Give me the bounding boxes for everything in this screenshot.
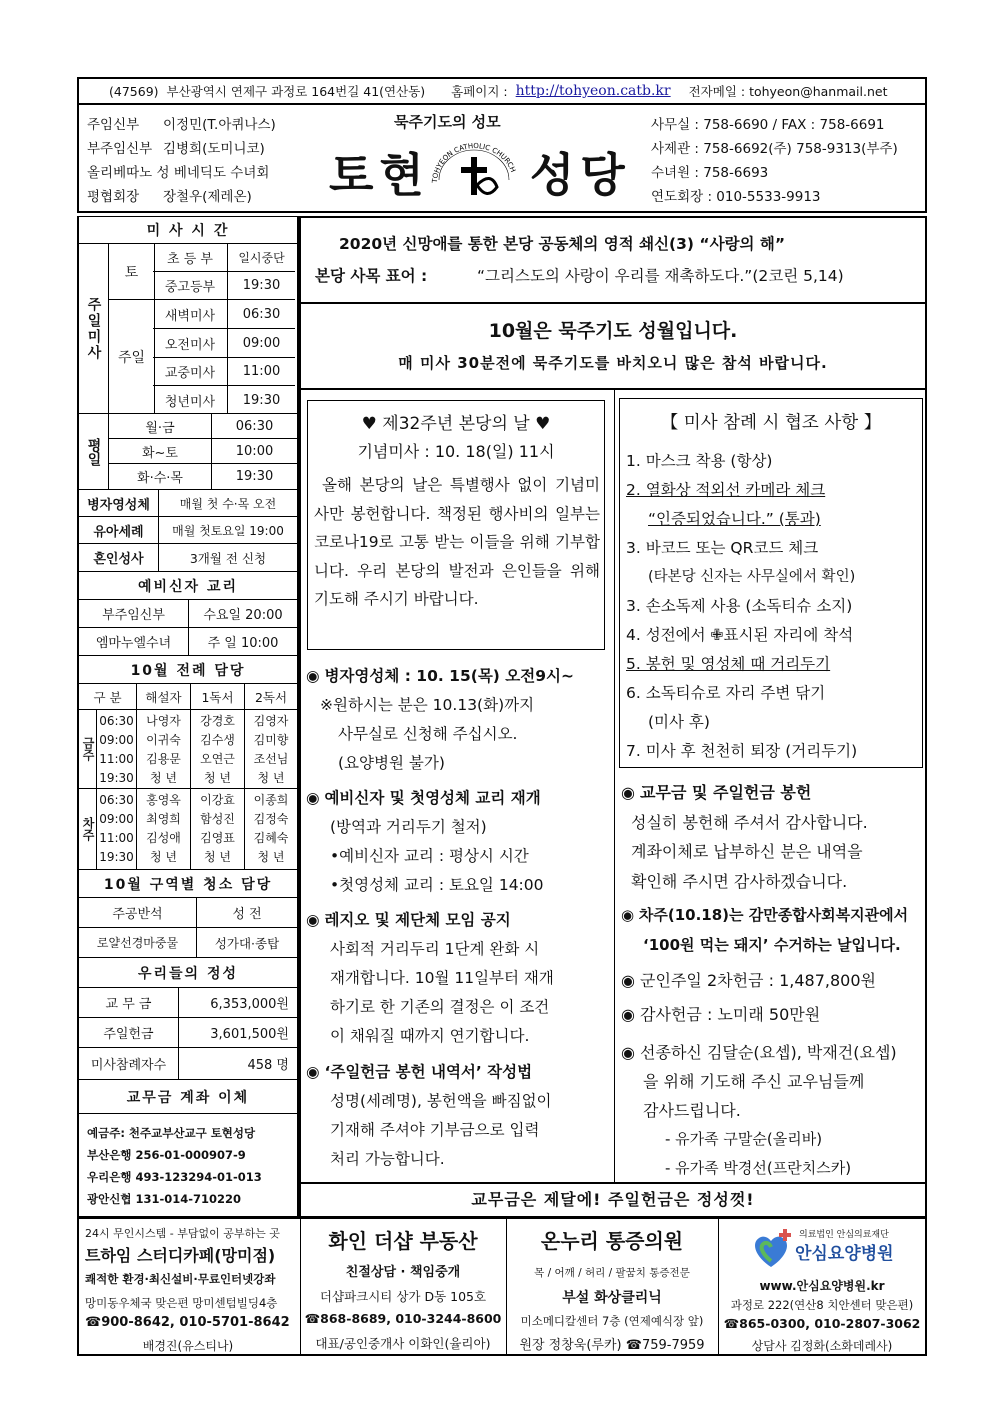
account-title: 교무금 계좌 이체 <box>77 1080 299 1114</box>
mass-row: 초 등 부 일시중단 <box>153 244 295 272</box>
notice-offering-statement: ◉ ‘주일헌금 봉헌 내역서’ 작성법 성명(세례명), 봉헌액을 빠짐없이 기재해 주셔야 기부금으로 입력 처리 가능합니다. <box>306 1063 552 1168</box>
account-info <box>77 1114 299 1218</box>
mass-row: 청년미사 19:30 <box>153 386 295 414</box>
misc-row: 병자영성체 매월 첫 수·목 오전 <box>77 490 299 517</box>
rosary-banner <box>299 304 927 390</box>
ad-pain-clinic: 온누리 통증의원 목 / 어깨 / 허리 / 팔꿈치 통증전문 부설 화상클리닉 미소메디칼센터 7층 (연제예식장 앞) 원장 정창욱(루카) ☎759-7959 <box>507 1219 719 1354</box>
contact-council: 연도회장 : 010-5533-9913 <box>651 189 821 205</box>
account-holder: 예금주: 천주교부산교구 토현성당 <box>87 1126 256 1140</box>
bullet-icon: ◉ <box>306 667 325 685</box>
staff-pastor: 주임신부 이정민(T.아퀴나스) <box>87 117 276 133</box>
notice-legio: ◉ 레지오 및 제단체 모임 공지 사회적 거리두리 1단계 완화 시 재개합니다. 10월 11일부터 재개 하기로 한 기존의 결정은 이 조건 이 채워질 때까지 연기합니다. <box>306 911 554 1045</box>
bullet-icon: ◉ <box>621 1043 641 1062</box>
notice-military-sunday: ◉ 군인주일 2차헌금 : 1,487,800원 <box>621 971 876 990</box>
notice-sick-communion: ◉ 병자영성체 : 10. 15(목) 오전9시~ ※원하시는 분은 10.13(화)까지 사무실로 신청해 주십시오. (요양병원 불가) <box>306 667 574 772</box>
catechumen-row: 엠마누엘수녀 주 일 10:00 <box>77 628 299 656</box>
homepage-link[interactable]: http://tohyeon.catb.kr <box>515 83 671 99</box>
offering-row: 교 무 금 6,353,000원 <box>77 988 299 1018</box>
saturday-label: 토 <box>109 244 155 300</box>
catechumen-row: 부주임신부 수요일 20:00 <box>77 600 299 628</box>
mass-rules-box <box>619 398 923 768</box>
liturgy-group-this-week: 금주 06:30 09:00 11:00 19:30 나영자 이귀숙 김용문 청 년 강경호 김수생 오연근 청 년 김영자 김미향 조선님 청 년 <box>79 710 297 789</box>
misc-row: 유아세례 매월 첫토요일 19:00 <box>77 517 299 544</box>
weekday-row: 월·금 06:30 <box>109 414 297 439</box>
notice-catechism: ◉ 예비신자 및 첫영성체 교리 재개 (방역과 거리두기 철저) •예비신자 교리 : 평상시 시간 •첫영성체 교리 : 토요일 14:00 <box>306 789 544 894</box>
mass-row: 새벽미사 06:30 <box>153 300 295 329</box>
notice-piggy-bank: ◉ 차주(10.18)는 감만종합사회복지관에서 ‘100원 먹는 돼지’ 수거하는 날입니다. <box>621 906 909 954</box>
bullet-icon: ◉ <box>621 1005 641 1024</box>
liturgy-title: 10월 전례 담당 <box>77 656 299 684</box>
mass-rules-title: 【 미사 참례 시 협조 사항 】 <box>660 413 882 433</box>
emblem-text: TOHYEON CATHOLIC CHURCH <box>430 142 517 184</box>
staff-assistant: 부주임신부 김병희(도미니코) <box>87 141 265 157</box>
weekday-row: 화~토 10:00 <box>109 439 297 464</box>
zip: (47569) <box>109 83 159 99</box>
bullet-icon: ◉ <box>306 1063 325 1081</box>
bullet-icon: ◉ <box>621 783 641 802</box>
address: 부산광역시 연제구 과정로 164번길 41(연산동) <box>166 84 426 99</box>
footer-slogan: 교무금은 제달에! 주일헌금은 정성껏! <box>299 1182 927 1218</box>
weekday-mass-table <box>77 414 299 490</box>
offering-row: 주일헌금 3,601,500원 <box>77 1018 299 1048</box>
liturgy-group-next-week: 차주 06:30 09:00 11:00 19:30 홍영옥 최영희 김성애 청 년 이강효 함성진 김영표 청 년 이종희 김정숙 김혜숙 청 년 <box>79 789 297 869</box>
church-name: 토현 성당 <box>329 148 631 202</box>
liturgy-header: 구 분 해설자 1독서 2독서 <box>77 684 299 710</box>
contact-office: 사무실 : 758-6690 / FAX : 758-6691 <box>651 117 885 133</box>
church-subtitle: 묵주기도의 성모 <box>394 113 501 131</box>
rosary-sub: 매 미사 30분전에 묵주기도를 바치오니 많은 참석 바랍니다. <box>398 354 828 372</box>
account-gwangan: 광안신협 131-014-710220 <box>87 1192 242 1206</box>
address-bar <box>77 77 927 105</box>
staff-sisters: 올리베따노 성 베네딕도 수녀회 <box>87 165 270 181</box>
header <box>77 105 927 213</box>
misc-row: 혼인성사 3개월 전 신청 <box>77 544 299 572</box>
church-emblem-icon <box>429 135 519 205</box>
bullet-icon: ◉ <box>306 911 325 929</box>
homepage-label: 홈페이지 : <box>451 84 508 99</box>
ad-realty: 화인 더샵 부동산 친절상담 · 책임중개 더샵파크시티 상가 D동 105호 ☎868-8689, 010-3244-8600 대표/공인중개사 이화인(율리아) <box>301 1219 507 1354</box>
anniversary-box <box>307 400 605 650</box>
mass-row: 중고등부 19:30 <box>153 272 295 300</box>
pastoral-banner <box>299 216 927 304</box>
hospital-logo-icon <box>749 1227 793 1271</box>
offering-title: 우리들의 정성 <box>77 958 299 988</box>
cleaning-row: 로얄선경마중물 성가대·종탑 <box>77 928 299 958</box>
mass-row: 오전미사 09:00 <box>153 329 295 358</box>
pastoral-motto-label: 본당 사목 표어 : <box>315 267 428 285</box>
ads-section <box>77 1218 927 1356</box>
contact-convent: 수녀원 : 758-6693 <box>651 165 769 181</box>
ad-study-cafe: 24시 무인시스템 - 부담없이 공부하는 곳 트하임 스터디카페(망미점) 쾌적한 환경·최신설비·무료인터넷강좌 망미동우체국 맞은편 망미센텀빌딩4층 ☎900-8642, 010-5701-8642 배경진(유스티나) <box>79 1219 301 1354</box>
email: 전자메일 : tohyeon@hanmail.net <box>688 84 888 99</box>
staff-council: 평협회장 장철우(제레온) <box>87 189 252 205</box>
cleaning-title: 10월 구역별 청소 담당 <box>77 870 299 898</box>
pastoral-motto: “그리스도의 사랑이 우리를 재촉하도다.”(2코린 5,14) <box>477 267 844 285</box>
contact-rectory: 사제관 : 758-6692(주) 758-9313(부주) <box>651 141 898 157</box>
notice-thanks-offering: ◉ 감사헌금 : 노미래 50만원 <box>621 1005 821 1024</box>
bullet-icon: ◉ <box>306 789 325 807</box>
mass-times <box>153 244 295 414</box>
offering-row: 미사참례자수 458 명 <box>77 1048 299 1080</box>
mass-rules-list: 1. 마스크 착용 (항상) 2. 열화상 적외선 카메라 체크 “인증되었습니다.” (통과) 3. 바코드 또는 QR코드 체크 (타본당 신자는 사무실에서 확인) 3. 손소독제 사용 (소독티슈 소지) 4. 성전에서 ✙표시된 자리에 착석 5. 봉헌 및 영성체 때 거리두기 6. 소독티슈로 자리 주변 닦기 (미사 후) 7. 미사 후 천천히 퇴장 (거리두기) <box>626 452 858 760</box>
ad-hospital: 의료법인 안심의료재단 안심요양병원 www.안심요양병원.kr 과정로 222(연산8 치안센터 맞은편) ☎865-0300, 010-2807-3062 상담사 김정화(소화데레사) <box>719 1219 925 1354</box>
mass-time-title: 미 사 시 간 <box>77 216 299 244</box>
anniversary-date: 기념미사 : 10. 18(일) 11시 <box>357 442 555 461</box>
anniversary-title: ♥ 제32주년 본당의 날 ♥ <box>361 414 551 434</box>
catechumen-title: 예비신자 교리 <box>77 572 299 600</box>
sunday-mass-label: 주일미사 <box>79 244 109 414</box>
weekday-row: 화·수·목 19:30 <box>109 464 297 489</box>
account-busan: 부산은행 256-01-000907-9 <box>87 1148 246 1162</box>
liturgy-table <box>77 710 299 870</box>
pastoral-theme: 2020년 신망애를 통한 본당 공동체의 영적 쇄신(3) “사랑의 해” <box>339 235 786 253</box>
notice-funeral-thanks: ◉ 선종하신 김달순(요셉), 박재건(요셉) 을 위해 기도해 주신 교우님들께 감사드립니다. - 유가족 구말순(올리바) - 유가족 박경선(프란치스카) <box>621 1043 897 1177</box>
account-woori: 우리은행 493-123294-01-013 <box>87 1170 262 1184</box>
bullet-icon: ◉ <box>621 906 639 924</box>
anniversary-body: 올해 본당의 날은 특별행사 없이 기념미사만 봉헌합니다. 책정된 행사비의 일부는 코로나19로 고통 받는 이들을 위해 기부합니다. 우리 본당의 발전과 은인들을 위해 기도해 주시기 바랍니다. <box>314 476 600 608</box>
mass-row: 교중미사 11:00 <box>153 358 295 386</box>
weekday-label: 평일 <box>79 414 109 490</box>
notice-dues: ◉ 교무금 및 주일헌금 봉헌 성실히 봉헌해 주셔서 감사합니다. 계좌이체로 납부하신 분은 내역을 확인해 주시면 감사하겠습니다. <box>621 783 868 891</box>
rosary-title: 10월은 묵주기도 성월입니다. <box>488 320 738 342</box>
cleaning-row: 주공반석 성 전 <box>77 898 299 928</box>
sunday-label: 주일 <box>109 300 155 414</box>
bullet-icon: ◉ <box>621 971 641 990</box>
